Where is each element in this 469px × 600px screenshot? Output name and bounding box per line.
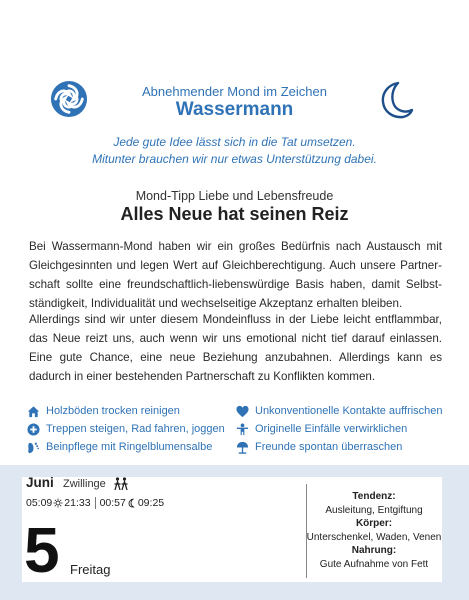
zodiac-sign-label: Zwillinge bbox=[63, 478, 106, 490]
food-label: Nahrung: bbox=[351, 545, 397, 556]
tip-label: Freunde spontan überraschen bbox=[255, 441, 403, 453]
tip-item-ideas bbox=[236, 420, 407, 438]
tip-title: Alles Neue hat seinen Reiz bbox=[120, 204, 349, 224]
quote-line-1: Jede gute Idee lässt sich in die Tat umsetzen. bbox=[113, 135, 356, 149]
body-value: Unterschenkel, Waden, Venen bbox=[306, 531, 442, 543]
tip-label: Originelle Einfälle verwirklichen bbox=[255, 423, 408, 435]
tip-item-contacts bbox=[236, 402, 443, 420]
sunset-time: 21:33 bbox=[64, 497, 91, 509]
tip-label: Unkonventionelle Kontakte auffrischen bbox=[255, 405, 443, 417]
quote-line-2: Mitunter brauchen wir nur etwas Unterstützung dabei. bbox=[92, 152, 377, 166]
month-label: Juni bbox=[26, 475, 54, 490]
moonrise-time: 00:57 bbox=[99, 497, 126, 509]
time-line bbox=[26, 497, 164, 509]
beach-umbrella-icon bbox=[236, 441, 249, 454]
zodiac-title: Wassermann bbox=[175, 99, 294, 120]
plus-circle-icon bbox=[27, 423, 40, 436]
day-number: 5 bbox=[24, 514, 60, 586]
moon-phase-label: Abnehmender Mond im Zeichen bbox=[142, 84, 327, 99]
tip-item-legcare bbox=[27, 438, 212, 456]
time-separator bbox=[95, 497, 96, 509]
foot-icon bbox=[27, 441, 40, 454]
tip-item-exercise bbox=[27, 420, 225, 438]
info-box bbox=[306, 490, 442, 571]
tip-paragraph-2: Allerdings sind wir unter diesem Mondeinfluss in der Liebe leicht entflammbar, das Neue reizt uns, auch wenn wir uns emotional nicht tief darauf einlassen. Eine gute Chance, eine neue Beziehung anzubahnen. Allerdings kann es dadurch in einer bestehenden Partnerschaft zu Konflikten kommen. bbox=[29, 313, 442, 383]
weekday-label: Freitag bbox=[70, 562, 111, 577]
house-icon bbox=[27, 405, 40, 418]
gemini-twins-icon bbox=[113, 477, 129, 490]
tendency-value: Ausleitung, Entgiftung bbox=[325, 504, 423, 516]
tip-label: Treppen steigen, Rad fahren, joggen bbox=[46, 423, 225, 435]
tip-label: Beinpflege mit Ringelblumensalbe bbox=[46, 441, 213, 453]
tip-paragraph-1: Bei Wassermann-Mond haben wir ein großes Bedürfnis nach Austausch mit Gleichgesinnten und legen Wert auf Gleichberechtigung. Auch unsere Partnerschaft sollte eine freundschaftlich-liebenswürdige Basis haben, damit Selbstständigkeit, Individualität und wechselseitige Akzeptanz erhalten bleiben. bbox=[29, 240, 442, 310]
sun-icon bbox=[53, 498, 63, 508]
moonset-time: 09:25 bbox=[137, 497, 165, 509]
tip-label: Holzböden trocken reinigen bbox=[46, 405, 180, 417]
tip-subtitle: Mond-Tipp Liebe und Lebensfreude bbox=[135, 189, 334, 203]
tendency-label: Tendenz: bbox=[352, 491, 396, 502]
tip-item-friends bbox=[236, 438, 402, 456]
heart-icon bbox=[236, 405, 249, 418]
tip-item-floors bbox=[27, 402, 180, 420]
crescent-icon bbox=[127, 498, 137, 508]
person-icon bbox=[236, 423, 249, 436]
food-value: Gute Aufnahme von Fett bbox=[319, 558, 429, 570]
sunrise-time: 05:09 bbox=[26, 497, 53, 509]
body-label: Körper: bbox=[355, 518, 393, 529]
